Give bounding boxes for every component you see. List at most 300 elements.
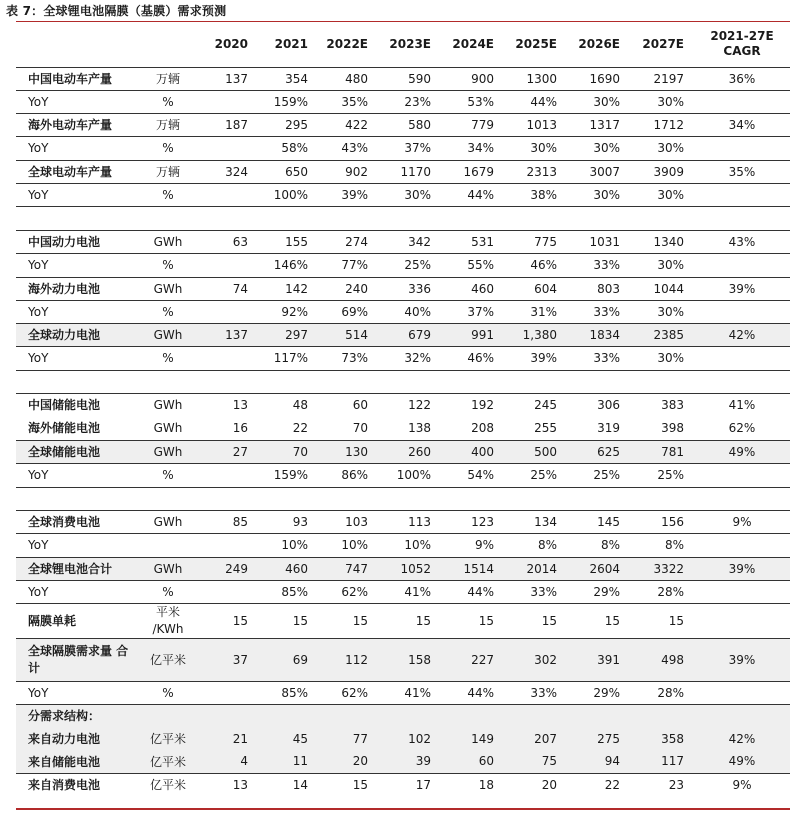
cell-value: 117 (630, 750, 694, 773)
cell-value: 14 (258, 773, 318, 796)
cell-value: 25% (378, 253, 441, 277)
cell-value: 2313 (504, 160, 567, 183)
cell-cagr (694, 603, 790, 638)
cell-value (630, 370, 694, 393)
cell-value: 39% (504, 346, 567, 370)
table-row (16, 416, 790, 440)
cell-value: 138 (408, 420, 431, 435)
cell-value: 33% (567, 253, 630, 277)
row-unit: % (141, 183, 195, 206)
row-unit: 亿平米 (141, 727, 195, 750)
row-label: 海外动力电池 (16, 277, 141, 300)
cell-cagr (694, 253, 790, 277)
cell-value: 274 (318, 230, 378, 253)
spacer-row (16, 487, 790, 510)
cell-value: 23% (378, 90, 441, 113)
cell-value: 255 (534, 420, 557, 435)
cell-value: 1170 (378, 160, 441, 183)
cell-value: 29% (567, 681, 630, 704)
table-row (16, 393, 790, 416)
cell-value: 249 (195, 557, 258, 580)
cell-value (567, 370, 630, 393)
cell-value: 10% (318, 533, 378, 557)
table-row (16, 300, 790, 323)
cell-value: 460 (441, 277, 504, 300)
cell-value: 20 (318, 750, 378, 773)
row-unit: GWh (141, 277, 195, 300)
table-row (16, 727, 790, 750)
row-label (16, 206, 141, 230)
cell-cagr: 41% (694, 393, 790, 416)
cell-value: 46% (504, 253, 567, 277)
cell-value: 74 (195, 277, 258, 300)
table-row (16, 277, 790, 300)
row-unit: GWh (153, 420, 183, 435)
cell-value: 100% (258, 183, 318, 206)
row-label: 海外电动车产量 (16, 113, 141, 136)
cell-value: 149 (441, 727, 504, 750)
cell-value: 2385 (630, 323, 694, 346)
spacer-row (16, 206, 790, 230)
cell-value: 1514 (441, 557, 504, 580)
cell-cagr (694, 136, 790, 160)
cell-value: 207 (504, 727, 567, 750)
cell-value: 358 (630, 727, 694, 750)
row-unit: % (141, 136, 195, 160)
table-row (16, 440, 790, 463)
cell-value: 902 (318, 160, 378, 183)
cell-value: 33% (567, 300, 630, 323)
cell-cagr: 62% (728, 420, 756, 435)
cell-value: 1690 (567, 67, 630, 90)
cell-cagr (694, 704, 790, 727)
row-unit: GWh (141, 510, 195, 533)
cell-value: 781 (630, 440, 694, 463)
row-unit (141, 206, 195, 230)
cell-value (195, 253, 258, 277)
cell-value (195, 206, 258, 230)
cell-value: 44% (441, 580, 504, 603)
cell-value: 650 (258, 160, 318, 183)
table-row (16, 557, 790, 580)
cell-cagr (694, 681, 790, 704)
header-year: 2022E (318, 22, 378, 67)
cell-cagr (694, 580, 790, 603)
cell-cagr: 49% (694, 750, 790, 773)
cell-value: 13 (195, 773, 258, 796)
table-row (16, 113, 790, 136)
header-cagr-range: 2021-27E (710, 29, 774, 44)
cell-value: 77% (318, 253, 378, 277)
cell-value (567, 206, 630, 230)
cell-value: 1052 (378, 557, 441, 580)
cell-value: 8% (504, 533, 567, 557)
row-label: 中国储能电池 (16, 393, 141, 416)
cell-value: 28% (630, 681, 694, 704)
cell-value (195, 681, 258, 704)
cell-value (567, 704, 630, 727)
cell-value: 275 (567, 727, 630, 750)
cell-cagr: 9% (694, 773, 790, 796)
row-label: 全球隔膜需求量 合计 (16, 638, 141, 681)
cell-value: 130 (318, 440, 378, 463)
header-blank-label (16, 22, 141, 67)
row-unit: 平米 /KWh (141, 603, 195, 638)
cell-value: 20 (504, 773, 567, 796)
cell-value: 498 (630, 638, 694, 681)
row-label: 海外储能电池 (28, 421, 101, 436)
cell-value: 25% (567, 463, 630, 487)
cell-value: 8% (630, 533, 694, 557)
cell-value: 113 (378, 510, 441, 533)
cell-value: 422 (318, 113, 378, 136)
cell-value: 92% (258, 300, 318, 323)
cell-value: 1317 (567, 113, 630, 136)
cell-value: 28% (630, 580, 694, 603)
cell-value: 103 (318, 510, 378, 533)
cell-value: 625 (567, 440, 630, 463)
cell-value: 30% (630, 90, 694, 113)
row-label: YoY (16, 580, 141, 603)
cell-value: 37% (378, 136, 441, 160)
cell-value: 8% (567, 533, 630, 557)
cell-value: 85% (258, 580, 318, 603)
table-row (16, 463, 790, 487)
cell-value (378, 487, 441, 510)
cell-value: 85 (195, 510, 258, 533)
cell-cagr (694, 206, 790, 230)
row-unit: % (141, 90, 195, 113)
table-row (16, 773, 790, 796)
cell-value (195, 533, 258, 557)
header-year: 2021 (258, 22, 318, 67)
row-unit: 万辆 (141, 67, 195, 90)
row-unit (141, 533, 195, 557)
table-row (16, 704, 790, 727)
header-year: 2024E (441, 22, 504, 67)
cell-value: 41% (378, 681, 441, 704)
cell-value: 30% (378, 183, 441, 206)
cell-cagr (694, 90, 790, 113)
table-row (16, 253, 790, 277)
cell-value (195, 704, 258, 727)
row-label: YoY (16, 90, 141, 113)
header-year: 2027E (630, 22, 694, 67)
cell-value: 803 (567, 277, 630, 300)
cell-value: 900 (441, 67, 504, 90)
cell-value: 117% (258, 346, 318, 370)
cell-value: 2014 (504, 557, 567, 580)
cell-value: 33% (504, 580, 567, 603)
cell-value (258, 704, 318, 727)
cell-value: 86% (318, 463, 378, 487)
row-unit (141, 370, 195, 393)
cell-value: 391 (567, 638, 630, 681)
row-label: 分需求结构： (16, 704, 141, 727)
cell-value: 60 (441, 750, 504, 773)
cell-value: 146% (258, 253, 318, 277)
cell-value: 30% (630, 253, 694, 277)
cell-value (318, 370, 378, 393)
cell-cagr (694, 370, 790, 393)
row-label: 中国电动车产量 (16, 67, 141, 90)
row-unit (141, 487, 195, 510)
cell-value: 122 (378, 393, 441, 416)
cell-value: 30% (630, 300, 694, 323)
cell-value: 1679 (441, 160, 504, 183)
cell-value: 39 (378, 750, 441, 773)
cell-value: 9% (441, 533, 504, 557)
table-row (16, 580, 790, 603)
cell-value: 15 (318, 773, 378, 796)
cell-value: 1834 (567, 323, 630, 346)
cell-value: 580 (378, 113, 441, 136)
row-label: 来自消费电池 (16, 773, 141, 796)
cell-value: 15 (258, 603, 318, 638)
cell-value: 1031 (567, 230, 630, 253)
row-label: YoY (16, 346, 141, 370)
row-label: YoY (16, 533, 141, 557)
cell-value: 991 (441, 323, 504, 346)
table-title: 表 7：全球锂电池隔膜（基膜）需求预测 (6, 4, 227, 18)
cell-value: 17 (378, 773, 441, 796)
cell-value (441, 370, 504, 393)
cell-value: 3007 (567, 160, 630, 183)
cell-value (318, 704, 378, 727)
cell-cagr: 42% (694, 727, 790, 750)
cell-value: 342 (378, 230, 441, 253)
cell-cagr: 39% (694, 638, 790, 681)
cell-value (258, 370, 318, 393)
cell-cagr: 43% (694, 230, 790, 253)
cell-cagr: 36% (694, 67, 790, 90)
cell-value: 39% (318, 183, 378, 206)
cell-value: 22 (567, 773, 630, 796)
cell-value: 41% (378, 580, 441, 603)
cell-value (441, 487, 504, 510)
row-label (16, 487, 141, 510)
cell-value: 77 (318, 727, 378, 750)
cell-value: 18 (441, 773, 504, 796)
row-label: YoY (16, 463, 141, 487)
cell-value (378, 206, 441, 230)
cell-value: 297 (258, 323, 318, 346)
cell-value: 30% (630, 183, 694, 206)
header-year: 2023E (378, 22, 441, 67)
cell-value: 53% (441, 90, 504, 113)
table-row (16, 136, 790, 160)
cell-value: 480 (318, 67, 378, 90)
cell-value: 400 (441, 440, 504, 463)
table-row (16, 603, 790, 638)
row-label: 隔膜单耗 (16, 603, 141, 638)
cell-value: 156 (630, 510, 694, 533)
row-label: 来自储能电池 (16, 750, 141, 773)
cell-value: 30% (567, 90, 630, 113)
row-label: 全球锂电池合计 (16, 557, 141, 580)
cell-value: 531 (441, 230, 504, 253)
cell-value: 44% (504, 90, 567, 113)
cell-value (195, 136, 258, 160)
cell-value: 11 (258, 750, 318, 773)
cell-value: 60 (318, 393, 378, 416)
cell-value: 383 (630, 393, 694, 416)
table-bottom-rule (16, 808, 790, 810)
cell-value: 155 (258, 230, 318, 253)
cell-value: 500 (504, 440, 567, 463)
row-label: 全球消费电池 (16, 510, 141, 533)
cell-value (378, 704, 441, 727)
row-unit: % (141, 681, 195, 704)
cell-cagr (694, 300, 790, 323)
cell-value: 306 (567, 393, 630, 416)
cell-cagr: 39% (694, 557, 790, 580)
cell-value: 62% (318, 681, 378, 704)
cell-value: 25% (504, 463, 567, 487)
row-label: YoY (16, 253, 141, 277)
cell-value: 208 (471, 420, 494, 435)
cell-value: 1044 (630, 277, 694, 300)
cell-value: 227 (441, 638, 504, 681)
cell-value: 73% (318, 346, 378, 370)
cell-value: 779 (441, 113, 504, 136)
cell-value: 245 (504, 393, 567, 416)
cell-cagr: 42% (694, 323, 790, 346)
cell-value: 46% (441, 346, 504, 370)
cell-value (195, 183, 258, 206)
cell-value: 514 (318, 323, 378, 346)
cell-value: 102 (378, 727, 441, 750)
cell-value (258, 487, 318, 510)
cell-cagr (694, 463, 790, 487)
row-label (16, 370, 141, 393)
cell-value: 21 (195, 727, 258, 750)
cell-value: 54% (441, 463, 504, 487)
table-row (16, 638, 790, 681)
cell-value: 44% (441, 681, 504, 704)
cell-value: 112 (318, 638, 378, 681)
header-cagr (694, 22, 790, 67)
cell-value: 319 (597, 420, 620, 435)
cell-value: 137 (195, 323, 258, 346)
cell-value: 134 (504, 510, 567, 533)
cell-value: 354 (258, 67, 318, 90)
cell-value: 23 (630, 773, 694, 796)
cell-value: 15 (378, 603, 441, 638)
cell-value (567, 487, 630, 510)
cell-value: 324 (195, 160, 258, 183)
cell-value: 35% (318, 90, 378, 113)
table-row (16, 323, 790, 346)
cell-value (195, 370, 258, 393)
header-blank-unit (141, 22, 195, 67)
row-unit: % (141, 253, 195, 277)
cell-cagr (694, 533, 790, 557)
header-cagr-label: CAGR (723, 44, 761, 59)
cell-cagr: 49% (694, 440, 790, 463)
cell-value: 16 (232, 420, 248, 435)
cell-value: 30% (630, 136, 694, 160)
row-unit: GWh (141, 230, 195, 253)
cell-value: 32% (378, 346, 441, 370)
cell-value: 58% (258, 136, 318, 160)
table-row (16, 681, 790, 704)
cell-cagr (694, 487, 790, 510)
cell-value (504, 487, 567, 510)
row-label: 全球电动车产量 (16, 160, 141, 183)
cell-value (318, 206, 378, 230)
cell-value: 398 (661, 420, 684, 435)
cell-value: 33% (567, 346, 630, 370)
cell-cagr (694, 183, 790, 206)
cell-value: 30% (567, 136, 630, 160)
row-unit: GWh (141, 440, 195, 463)
cell-value: 100% (378, 463, 441, 487)
cell-value: 69% (318, 300, 378, 323)
row-label: 中国动力电池 (16, 230, 141, 253)
cell-value: 123 (441, 510, 504, 533)
cell-value: 15 (441, 603, 504, 638)
cell-value: 137 (195, 67, 258, 90)
cell-value (630, 206, 694, 230)
cell-value: 187 (195, 113, 258, 136)
row-unit: GWh (141, 323, 195, 346)
cell-value: 2604 (567, 557, 630, 580)
row-unit: 亿平米 (141, 638, 195, 681)
cell-value: 30% (567, 183, 630, 206)
cell-value: 145 (567, 510, 630, 533)
cell-value: 4 (195, 750, 258, 773)
cell-value (195, 300, 258, 323)
header-year: 2025E (504, 22, 567, 67)
cell-value (630, 487, 694, 510)
cell-cagr (694, 346, 790, 370)
row-label: 全球动力电池 (16, 323, 141, 346)
cell-value: 38% (504, 183, 567, 206)
cell-value: 63 (195, 230, 258, 253)
cell-cagr: 35% (694, 160, 790, 183)
cell-value: 302 (504, 638, 567, 681)
row-label: YoY (16, 681, 141, 704)
row-label: YoY (16, 183, 141, 206)
cell-value (504, 704, 567, 727)
cell-value (195, 580, 258, 603)
cell-value (630, 704, 694, 727)
cell-value: 240 (318, 277, 378, 300)
cell-value: 62% (318, 580, 378, 603)
row-unit: GWh (141, 393, 195, 416)
cell-value (195, 463, 258, 487)
row-unit: 亿平米 (141, 750, 195, 773)
cell-value: 48 (258, 393, 318, 416)
cell-value: 25% (630, 463, 694, 487)
cell-value: 1013 (504, 113, 567, 136)
cell-value: 43% (318, 136, 378, 160)
cell-value: 1712 (630, 113, 694, 136)
cell-value: 70 (352, 420, 368, 435)
cell-value (195, 346, 258, 370)
table-row (16, 160, 790, 183)
table-row (16, 230, 790, 253)
row-unit (141, 704, 195, 727)
cell-value: 69 (258, 638, 318, 681)
spacer-row (16, 370, 790, 393)
cell-value: 460 (258, 557, 318, 580)
cell-value: 15 (504, 603, 567, 638)
cell-value: 44% (441, 183, 504, 206)
cell-value: 37 (195, 638, 258, 681)
table-row (16, 90, 790, 113)
